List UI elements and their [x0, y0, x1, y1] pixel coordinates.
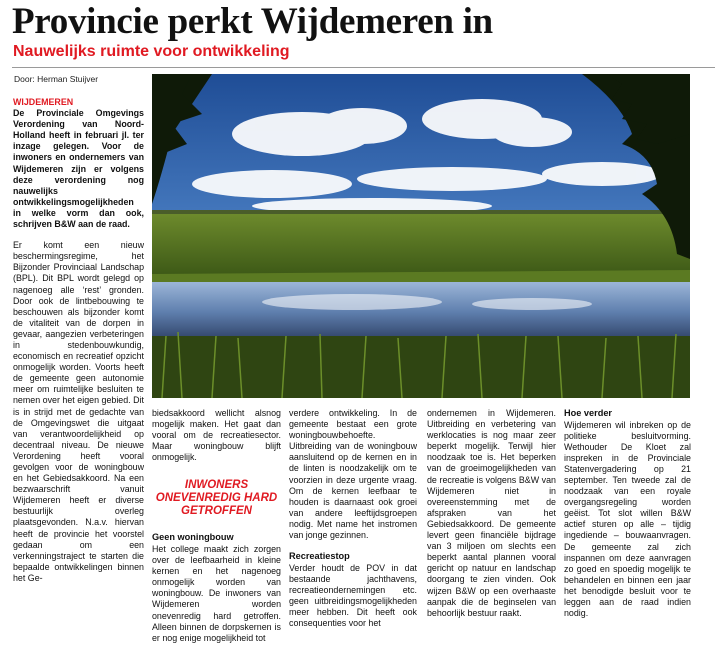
- landscape-photo-icon: [152, 74, 690, 398]
- section-heading: Recreatiestop: [289, 551, 350, 562]
- pull-quote: INWONERS ONEVENREDIG HARD GETROFFEN: [155, 479, 278, 518]
- dateline: WIJDEMEREN: [13, 97, 74, 107]
- section-heading: Hoe verder: [564, 408, 613, 418]
- lead-text: De Provinciale Omgevings Verordening van Noord-Holland heeft in februari jl. ter inzage gelegen. Voor de inwoners en ondernemers van Wijdemeren zijn er volgens deze verordening nog nauwelijks ontwikkelingsmogelijkheden in welke vorm dan ook, schrijven B&W aan de raad.: [13, 108, 144, 230]
- headline: Provincie perkt Wijdemeren in: [12, 1, 493, 42]
- body-paragraph: verdere ontwikkeling. In de gemeente bestaat een grote woningbouwbehoefte. Uitbreiding van de woningbouw aansluitend op de kernen en in de linten is noodzakelijk om te voorzien in deze urgente vraag. Om de kernen leefbaar te houden is daarnaast ook groei van andere leeftijdsgroepen nodig. Met name het instromen van jonge gezinnen.: [289, 408, 417, 541]
- article-column-2: [152, 408, 281, 662]
- article-column-3: [289, 408, 417, 662]
- body-paragraph: Verder houdt de POV in dat bestaande jachthavens, recreatieondernemingen etc. geen uitbreidingsmogelijkheden meer hebben. Dit heeft ook consequenties voor het: [289, 562, 417, 629]
- byline: Door: Herman Stuijver: [14, 74, 99, 84]
- body-paragraph: Wijdemeren wil inbreken op de politieke besluitvorming. Wethouder De Kloet zal inspreken in de Provinciale Statenvergadering op 21 september. Ten tweede zal de noodzaak van een royale overgangsregeling worden geëist. Tot slot willen B&W actief sturen op alle – tijdig ingediende – bouwaanvragen. De gemeente zal zich inspannen om deze aanvragen zo goed en spoedig mogelijk te behandelen en binnen een jaar het benodigde besluit voor te leggen aan de raad indien nodig.: [564, 419, 691, 619]
- divider-rule: [12, 67, 715, 68]
- body-paragraph: biedsakkoord wellicht alsnog mogelijk maken. Het gaat dan vooral om de recreatiesector. Maar woningbouw blijft onmogelijk.: [152, 408, 281, 463]
- article-column-4: [427, 408, 556, 662]
- article-column-1: [13, 97, 144, 662]
- subheadline: Nauwelijks ruimte voor ontwikkeling: [13, 43, 290, 60]
- body-paragraph: Er komt een nieuw beschermingsregime, het Bijzonder Provinciaal Landschap (BPL). Dit BPL wordt gelegd op nagenoeg alle ‘rest’ gronden. Door ook de lintbebouwing te beschouwen als bijzonder komt de vitaliteit van de dorpen in gevaar, aangezien verbeteringen in stedenbouwkundig, economisch en recreatief opzicht onmogelijk worden. Voorts heeft de gemeente geen autonomie meer om ruimtelijke besluiten te nemen over het eigen gebied. Dit is in strijd met de gedachte van de Omgevingswet die uitgaat van verantwoordelijkheid op decentraal niveau. De nieuwe Verordening heeft vooral gevolgen voor de woningbouw en het Gebiedsakkoord. Na een bezwaarschrift vanuit Wijdemeren heeft er diverse bestuurlijk overleg plaatsgevonden. N.a.v. hiervan heeft de provincie het voorstel gedaan om een verkenningstraject te starten die bepaalde ontwikkelingen binnen het Ge-: [13, 240, 144, 583]
- body-paragraph: ondernemen in Wijdemeren. Uitbreiding en verbetering van werklocaties is nog maar zeer beperkt mogelijk. Terwijl hier noodzaak toe is. Het beperken van de groeimogelijkheden van de recreatie is volgens B&W van Wijdemeren niet in overeenstemming met de afspraken van het Gebiedsakkoord. De gemeente levert geen financiële bijdrage van 3 miljoen om slechts een beperkt aantal plannen vooral gericht op natuur en landschap doorgang te zien vinden. Ook wijzen B&W op een overhaaste aanpak die de beginselen van behoorlijk bestuur raakt.: [427, 408, 556, 618]
- article-column-5: [564, 408, 691, 662]
- section-heading: Geen woningbouw: [152, 532, 234, 543]
- lead-paragraph: [13, 97, 144, 230]
- body-paragraph: Het college maakt zich zorgen over de leefbaarheid in kleine kernen en het nagenoeg onmogelijk worden van woningbouw. De inwoners van Wijdemeren worden onevenredig hard getroffen. Alleen binnen de dorpskernen is er nog enige mogelijkheid tot: [152, 543, 281, 643]
- landscape-photo: [152, 74, 690, 398]
